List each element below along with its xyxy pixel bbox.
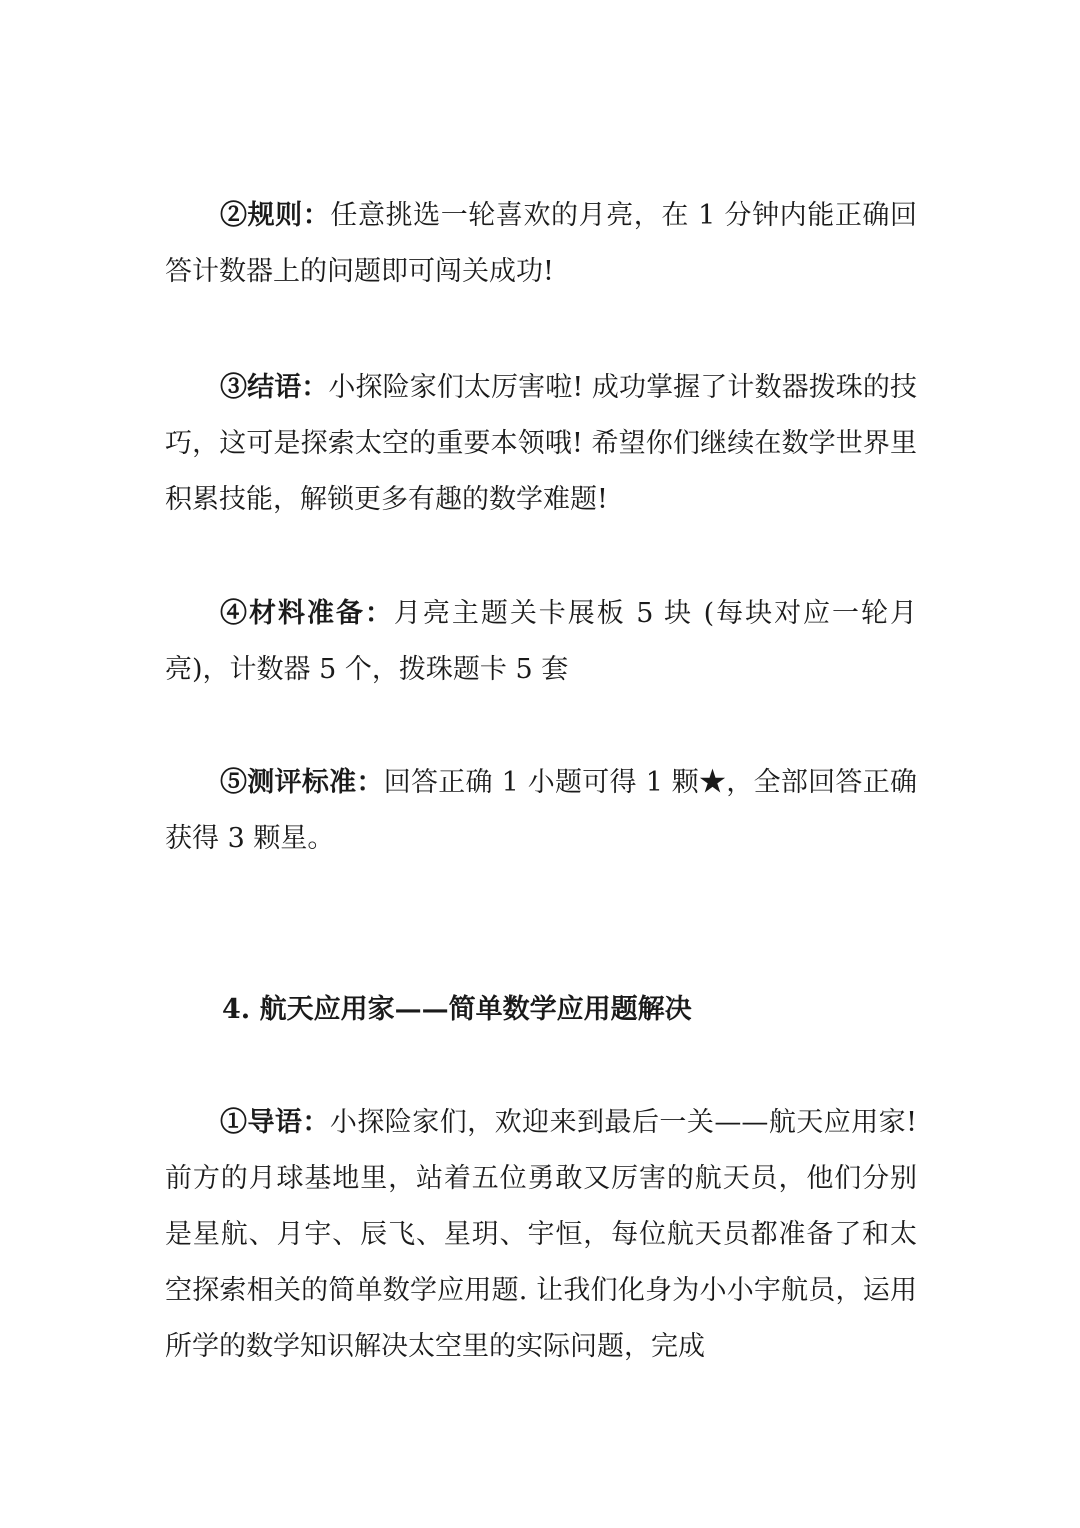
section-4-heading: 4. 航天应用家——简单数学应用题解决: [222, 994, 692, 1025]
conclusion-text: 小探险家们太厉害啦! 成功掌握了计数器拨珠的技巧，这可是探索太空的重要本领哦! 希望你们继续在数学世界里积累技能，解锁更多有趣的数学难题!: [165, 372, 918, 515]
materials-paragraph: [165, 586, 917, 698]
evaluation-text: 回答正确 1 小题可得 1 颗★，全部回答正确获得 3 颗星。: [165, 767, 917, 854]
intro-text: 小探险家们，欢迎来到最后一关——航天应用家! 前方的月球基地里，站着五位勇敢又厉害的航天员，他们分别是星航、月宇、辰飞、星玥、宇恒，每位航天员都准备了和太空探索相关的简单数学应用题. 让我们化身为小小宇航员，运用所学的数学知识解决太空里的实际问题，完成: [165, 1107, 917, 1362]
conclusion-lead: ③结语：: [220, 372, 329, 403]
materials-text: 月亮主题关卡展板 5 块 (每块对应一轮月亮)，计数器 5 个，拨珠题卡 5 套: [165, 598, 917, 685]
rule-paragraph: [165, 188, 917, 300]
rule-lead: ②规则：: [220, 200, 331, 231]
materials-lead: ④材料准备：: [220, 598, 394, 629]
intro-paragraph: [165, 1095, 917, 1375]
conclusion-paragraph: [165, 360, 917, 528]
evaluation-paragraph: [165, 755, 917, 867]
evaluation-lead: ⑤测评标准：: [220, 767, 384, 798]
intro-lead: ①导语：: [220, 1107, 330, 1138]
rule-text: 任意挑选一轮喜欢的月亮，在 1 分钟内能正确回答计数器上的问题即可闯关成功!: [165, 200, 918, 287]
